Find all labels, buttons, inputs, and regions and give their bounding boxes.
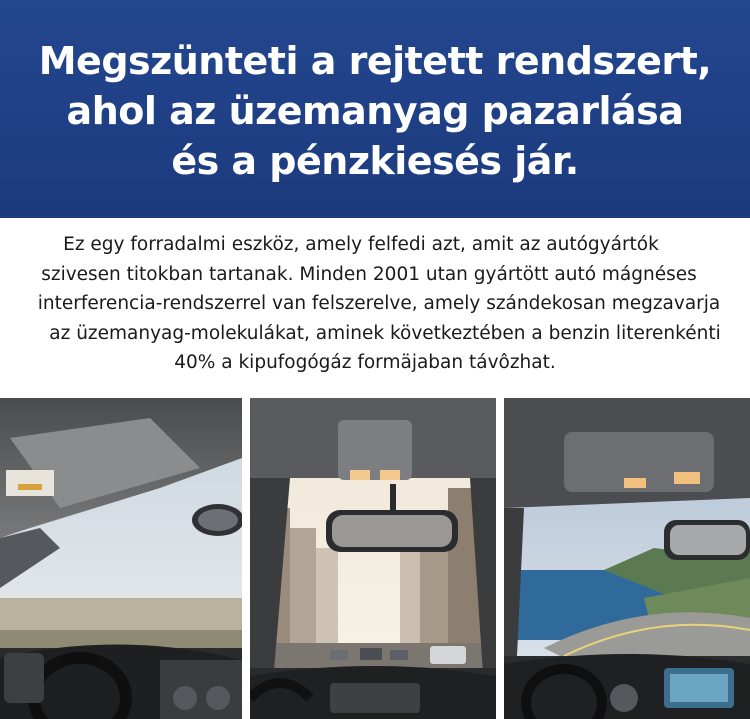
intro-line-2: szivesen titokban tartanak. Minden 2001 utan gyártött autó mágnéses — [41, 263, 697, 285]
intro-line-3: interferencia-rendszerrel van felszerelve, amely szándekosan megzavarja — [37, 293, 721, 314]
intro-paragraph — [0, 230, 750, 390]
intro-line-5: 40% a kipufogógáz formäjaban távôzhat. — [174, 352, 556, 373]
headline-banner — [0, 0, 750, 218]
headline-line-3: és a pénzkiesés jár. — [171, 139, 579, 183]
intro-line-1: Ez egy forradalmi eszköz, amely felfedi azt, amit az autógyártók — [63, 234, 659, 255]
car-interior-photo-countryside — [0, 398, 242, 719]
intro-line-4: az üzemanyag-molekulákat, aminek következtében a benzin literenkénti — [49, 322, 721, 344]
headline-line-1: Megszünteti a rejtett rendszert, — [38, 39, 712, 83]
headline-line-2: ahol az üzemanyag pazarlása — [66, 89, 684, 133]
car-interior-photo-coast — [504, 398, 750, 719]
car-interior-photos — [0, 398, 750, 719]
car-interior-photo-city — [250, 398, 496, 719]
